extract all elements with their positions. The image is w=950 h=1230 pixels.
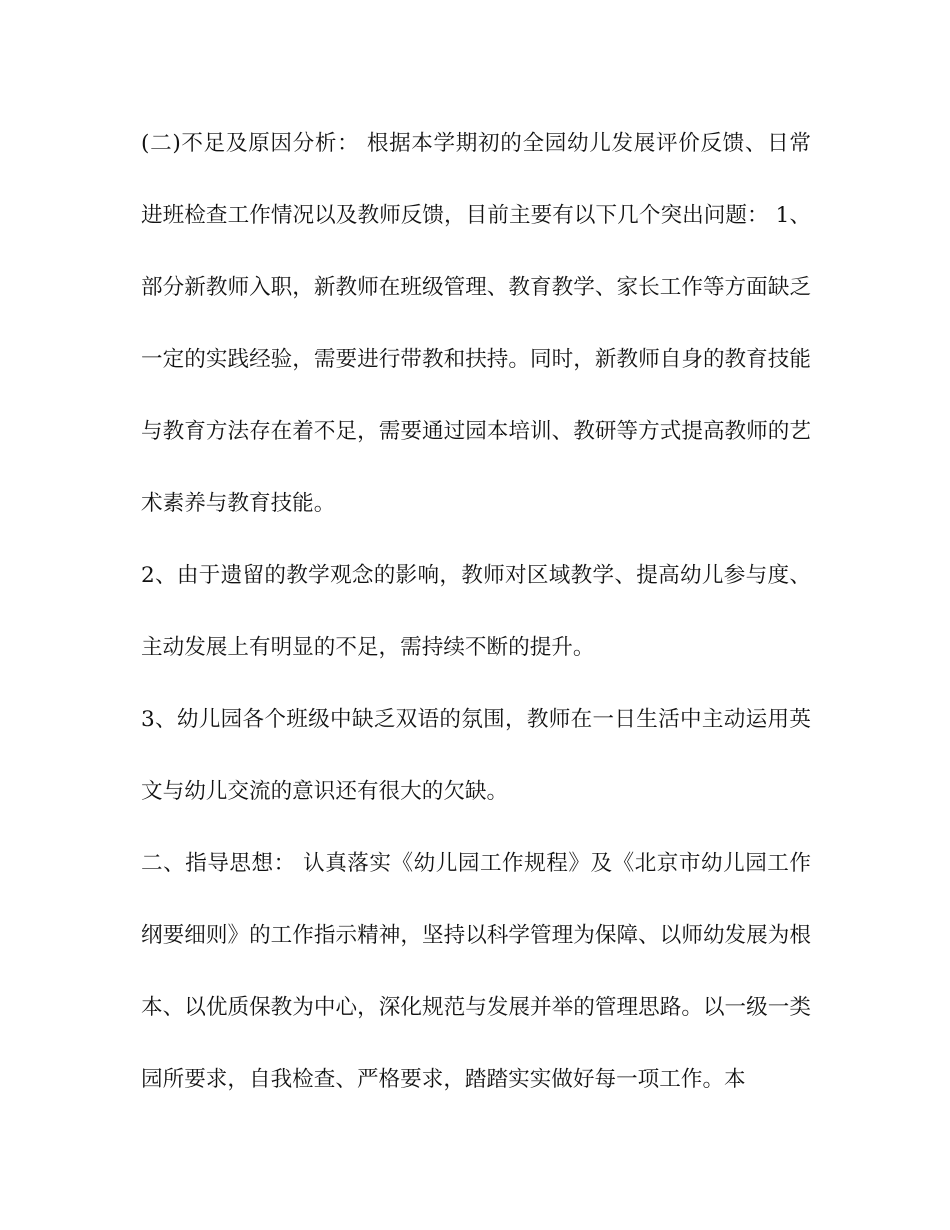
paragraph-teaching-concept: 2、由于遗留的教学观念的影响，教师对区域教学、提高幼儿参与度、主动发展上有明显的不足，需持续不断的提升。 [141,563,811,660]
paragraph-shortcomings-analysis: (二)不足及原因分析： 根据本学期初的全园幼儿发展评价反馈、日常进班检查工作情况以及教师反馈，目前主要有以下几个突出问题： 1、部分新教师入职，新教师在班级管理、教育教学、家长工作等方面缺乏一定的实践经验，需要进行带教和扶持。同时，新教师自身的教育技能与教育方法存在着不足，需要通过园本培训、教研等方式提高教师的艺术素养与教育技能。 [141,131,811,516]
paragraph-guiding-ideology: 二、指导思想： 认真落实《幼儿园工作规程》及《北京市幼儿园工作纲要细则》的工作指示精神，坚持以科学管理为保障、以师幼发展为根本、以优质保教为中心，深化规范与发展并举的管理思路。以一级一类园所要求，自我检查、严格要求，踏踏实实做好每一项工作。本 [141,851,811,1092]
document-body [141,108,811,1116]
paragraph-bilingual-atmosphere: 3、幼儿园各个班级中缺乏双语的氛围，教师在一日生活中主动运用英文与幼儿交流的意识还有很大的欠缺。 [141,707,811,804]
